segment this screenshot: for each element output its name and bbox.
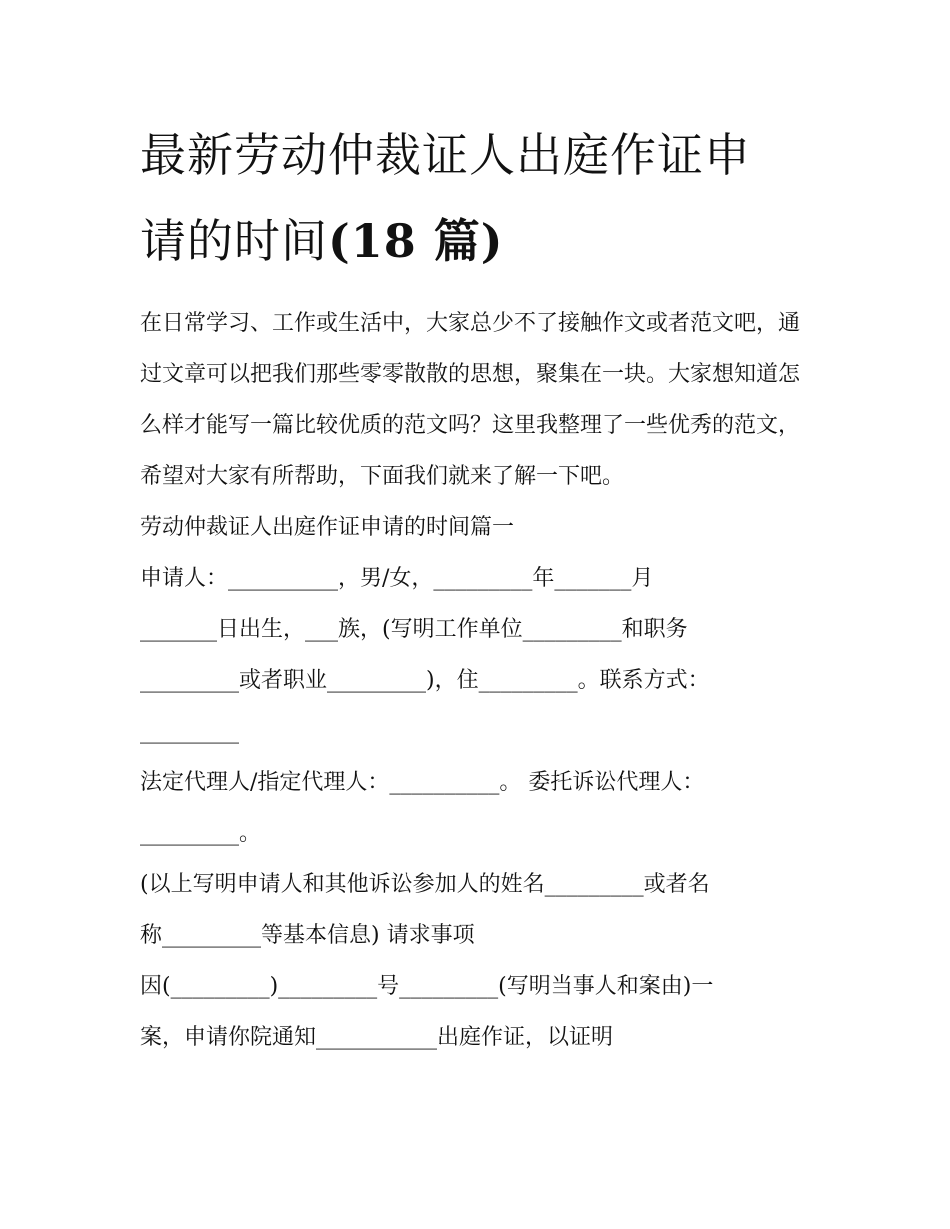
form-line: _________ [140,719,239,744]
title-line-2-suffix: 篇) [416,214,504,268]
form-line: 案，申请你院通知___________出庭作证，以证明 [140,1025,614,1050]
intro-paragraph: 在日常学习、工作或生活中，大家总少不了接触作文或者范文吧，通过文章可以把我们那些零零散散的思想，聚集在一块。大家想知道怎么样才能写一篇比较优质的范文吗？这里我整理了一些优秀的范文，希望对大家有所帮助，下面我们就来了解一下吧。 [140,311,801,489]
title-line-1: 最新劳动仲裁证人出庭作证申 [140,128,751,182]
title-line-2-number: (18 [328,214,417,268]
form-line: 申请人：__________，男/女，_________年_______月 [140,566,654,591]
document-title [140,112,820,284]
form-line: _______日出生，___族，(写明工作单位_________和职务 [140,617,688,642]
form-body [140,553,820,1063]
section-heading: 劳动仲裁证人出庭作证申请的时间篇一 [140,515,515,540]
form-line: 因(_________)_________号_________(写明当事人和案由)一 [140,974,714,999]
form-line: _________。 [140,821,262,846]
form-line: _________或者职业_________)，住_________。联系方式： [140,668,710,693]
title-line-2-prefix: 请的时间 [140,214,328,268]
form-line: 法定代理人/指定代理人：__________。 委托诉讼代理人： [140,770,705,795]
form-line: (以上写明申请人和其他诉讼参加人的姓名_________或者名 [140,872,710,897]
document-page [140,112,820,1063]
form-line: 称_________等基本信息) 请求事项 [140,923,475,948]
